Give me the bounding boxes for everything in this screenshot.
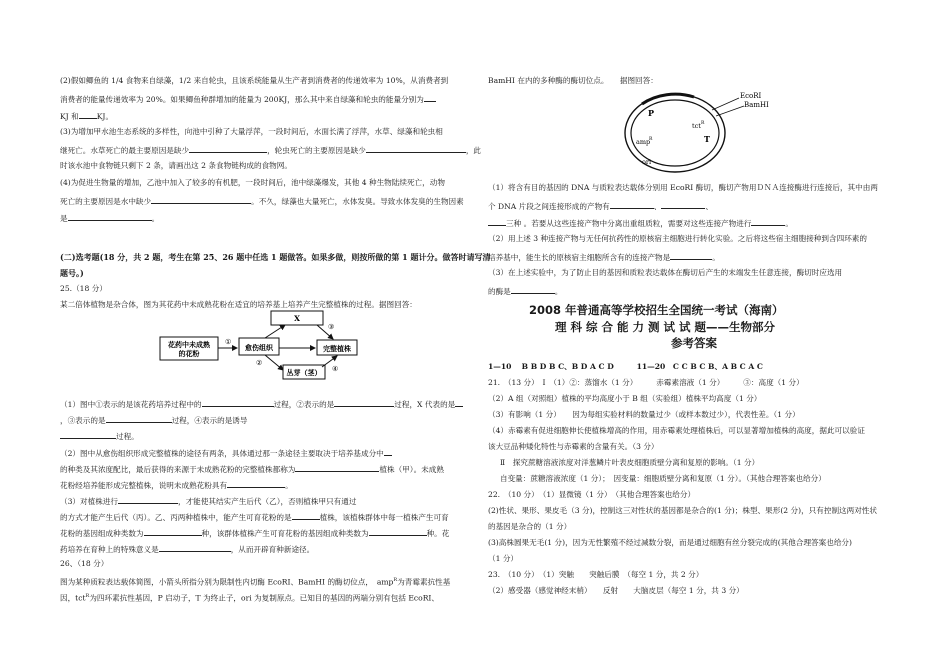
r-q2-line2: 培养基中，能生长的原核宿主细胞所含有的连接产物是 。 bbox=[488, 253, 720, 262]
q25-3-line2: 的方式才能产生后代（丙）。乙、丙两种植株中，能产生可育花粉的是 植株，该植株群体中每一植株产生可育 bbox=[60, 513, 449, 522]
r-q2-line1: （2）用上述 3 种连接产物与无任何抗药性的原核宿主细胞进行转化实验。之后将这些宿主细胞接种到含四环素的 bbox=[488, 234, 867, 243]
bamhi-label: BamHI bbox=[744, 101, 769, 109]
q25-intro: 某二倍体植物是杂合体，图为其花药中未成熟花粉在适宜的培养基上培养产生完整植株的过程。据图回答： bbox=[60, 300, 417, 309]
q25-2-line3: 花粉经培养能形成完整植株，说明未成熟花粉具有 。 bbox=[60, 481, 293, 490]
plasmid-diagram bbox=[612, 84, 782, 176]
q24-3-line1: (3)为增加甲水池生态系统的多样性，向池中引种了大量浮萍，一段时间后，水面长满了浮萍，水草、绿藻和轮虫相 bbox=[60, 127, 443, 136]
p-label: P bbox=[648, 108, 655, 118]
q25-1-line1: （1）图中①表示的是该花药培养过程中的 过程，②表示的是 过程，X 代表的是 bbox=[60, 398, 463, 410]
ans21-line3: （3）有影响（1 分） 因为每组实验材料的数量过少（或样本数过少），代表性差。（1 分） bbox=[488, 410, 800, 419]
q24-4-line1: (4)为促进生物量的增加，乙池中加入了较多的有机肥，一段时间后，池中绿藻爆发，其他 4 种生物陆续死亡，动物 bbox=[60, 178, 445, 187]
q24-2-line2: 消费者的能量传递效率为 20%。如果鲫鱼种群增加的能量为 200KJ，那么其中来自绿藻和轮虫的能量分别为 bbox=[60, 93, 436, 105]
plasmid-ring-inner bbox=[631, 100, 719, 166]
q25-3-line3: 花粉的基因组成种类数为 种，该群体植株产生可育花粉的基因组成种类数为 种。花 bbox=[60, 529, 450, 538]
ans22-line2: (2)性状、果形、果皮毛（3 分)，控制这三对性状的基因都是杂合的(1 分)；株型、果形(2 分)，只有控制这两对性状 bbox=[488, 506, 878, 515]
plasmid-ring-outer bbox=[625, 94, 725, 172]
ans22-line1: 22. （10 分） （1）显微镜（1 分） （其他合理答案也给分） bbox=[488, 490, 696, 499]
q26-line2: 因，tct$^R$为四环素抗性基因，P 启动子，T 为终止子，ori 为复制原点。已知目的基因的两端分别有包括 EcoRI、 bbox=[60, 593, 440, 603]
source-label-1: 花药中未成熟 bbox=[168, 340, 210, 349]
ans21-line7: 自变量：蔗糖溶液浓度（1 分）； 因变量：细胞质壁分离和复原（1 分）。（其他合理答案也给分） bbox=[500, 474, 826, 483]
answers-heading: 参考答案 bbox=[671, 336, 717, 350]
q25-3-line1: （3）对植株进行 ，才能使其结实产生后代（乙），否则植株甲只有通过 bbox=[60, 497, 357, 506]
ans21-line2: （2）A 组（对照组）植株的平均高度小于 B 组（实验组）植株平均高度（1 分） bbox=[488, 394, 762, 403]
ans21-line6: Ⅱ 探究蔗糖溶液浓度对洋葱鳞片叶表皮细胞质壁分离和复原的影响。（1 分） bbox=[500, 458, 760, 467]
step-2-label: ② bbox=[256, 359, 263, 367]
elective-instructions-line2: 题号。) bbox=[60, 268, 84, 278]
ans22-line3: 的基因是杂合的（1 分） bbox=[488, 522, 572, 531]
amp-label: amp bbox=[636, 138, 651, 146]
q25-3-line4: 药培养在育种上的特殊意义是 ，从而开辟育种新途径。 bbox=[60, 545, 315, 554]
exam-subtitle: 理 科 综 合 能 力 测 试 试 题——生物部分 bbox=[555, 320, 776, 334]
q24-2-line3: KJ 和 KJ。 bbox=[60, 112, 114, 121]
tct-r-sup: R bbox=[701, 121, 705, 126]
q25-1-line2: ，③表示的是 过程，④表示的是诱导 bbox=[60, 416, 248, 425]
t-label: T bbox=[704, 134, 710, 144]
promoter-arc bbox=[642, 94, 694, 104]
q25-2-line1: （2）图中从愈伤组织形成完整植株的途径有两条，具体通过那一条途径主要取决于培养基成分中 bbox=[60, 447, 392, 459]
step-4-label: ④ bbox=[332, 365, 339, 373]
plant-label: 完整植株 bbox=[323, 344, 351, 353]
ans21-line4: （4）赤霉素有促进细胞伸长使植株增高的作用，用赤霉素处理植株后，可以显著增加植株的高度，据此可以验证 bbox=[488, 426, 865, 435]
r-q1-line2: 个 DNA 片段之间连接形成的产物有 、 、 bbox=[488, 202, 713, 211]
q25-1-line3: 过程。 bbox=[60, 430, 139, 442]
source-label-2: 的花粉 bbox=[178, 349, 200, 358]
q25-heading: 25.（18 分） bbox=[60, 284, 107, 293]
ans21-line5: 该大豆品种矮化特性与赤霉素的含量有关。（3 分） bbox=[488, 442, 659, 451]
ans22-line4: (3)高株圆果无毛(1 分)，因为无性繁殖不经过减数分裂，而是通过细胞有丝分裂完成的(其他合理答案也给分) bbox=[488, 538, 852, 547]
q26-line1: 图为某种质粒表达载体简图，小箭头所指分别为限制性内切酶 EcoRI、BamHI 的酶切位点， amp$^R$为青霉素抗性基 bbox=[60, 577, 451, 587]
tct-label: tct bbox=[692, 122, 701, 130]
r-q1-line3: 三种 。若要从这些连接产物中分离出重组质粒，需要对这些连接产物进行 。 bbox=[488, 217, 793, 229]
step-1-label: ① bbox=[225, 338, 232, 346]
r-q3-line2: 的酶是 。 bbox=[488, 287, 563, 296]
ans21-line1: 21. （13 分） Ⅰ （1）②：蒸馏水（1 分） 赤霉素溶液（1 分） ③：高度（1 分） bbox=[488, 378, 804, 387]
x-label: X bbox=[294, 314, 300, 323]
callus-label: 愈伤组织 bbox=[245, 343, 273, 352]
r-q3-line1: （3）在上述实验中，为了防止目的基因和质粒表达载体在酶切后产生的末端发生任意连接，酶切时应选用 bbox=[488, 268, 843, 277]
q26-heading: 26、（18 分） bbox=[60, 559, 109, 568]
ans23-line2: （2）感受器（感觉神经末梢） 反射 大脑皮层（每空 1 分，共 3 分） bbox=[488, 586, 744, 595]
bamhi-pointer bbox=[716, 106, 744, 116]
pollen-culture-diagram bbox=[150, 307, 360, 387]
q24-3-line2: 继死亡。水草死亡的最主要原因是缺少 ，轮虫死亡的主要原因是缺少 ，此 bbox=[60, 146, 481, 155]
r-q1-line1: （1）将含有目的基因的 DNA 与质粒表达载体分别用 EcoRI 酶切，酶切产物用ＤＮＡ连接酶进行连接后，其中由两 bbox=[488, 183, 878, 192]
bud-label: 丛芽（茎） bbox=[286, 368, 322, 377]
ans22-line5: （1 分） bbox=[488, 554, 519, 563]
q24-4-line3: 是 。 bbox=[60, 214, 160, 223]
q24-3-line3: 时该水池中食物链只剩下 2 条，请画出这 2 条食物链构成的食物网。 bbox=[60, 161, 292, 170]
elective-instructions-line1: (二)选考题(18 分，共 2 题，考生在第 25、26 题中任选 1 题做答。如果多做，则按所做的第 1 题计分。做答时请写清 bbox=[60, 252, 491, 262]
step-3-label: ③ bbox=[328, 323, 335, 331]
mc-answers: 1—10 B B D B C、B D A C D 11—20 C C B C B、A B C A C bbox=[488, 362, 763, 371]
ans23-line1: 23. （10 分） （1）突触 突触后膜 （每空 1 分，共 2 分） bbox=[488, 570, 704, 579]
amp-r-sup: R bbox=[649, 137, 653, 142]
ecori-label: EcoRI bbox=[740, 92, 762, 100]
q26-cont-line: BamHI 在内的多种酶的酶切位点。 据图回答： bbox=[488, 76, 658, 85]
ori-label: ori bbox=[642, 158, 652, 166]
q24-2-line1: (2)假如鲫鱼的 1/4 食物来自绿藻，1/2 来自轮虫，且该系统能量从生产者到消费者的传递效率为 10%，从消费者到 bbox=[60, 76, 449, 85]
ecori-pointer bbox=[712, 98, 739, 110]
exam-title: 2008 年普通高等学校招生全国统一考试（海南） bbox=[529, 303, 784, 317]
q25-2-line2: 的种类及其浓度配比，最后获得的来源于未成熟花粉的完整植株都称为 植株（甲）。未成熟 bbox=[60, 465, 444, 474]
q24-4-line2: 死亡的主要原因是水中缺少 。不久，绿藻也大量死亡，水体发臭。导致水体发臭的生物因素 bbox=[60, 197, 464, 206]
